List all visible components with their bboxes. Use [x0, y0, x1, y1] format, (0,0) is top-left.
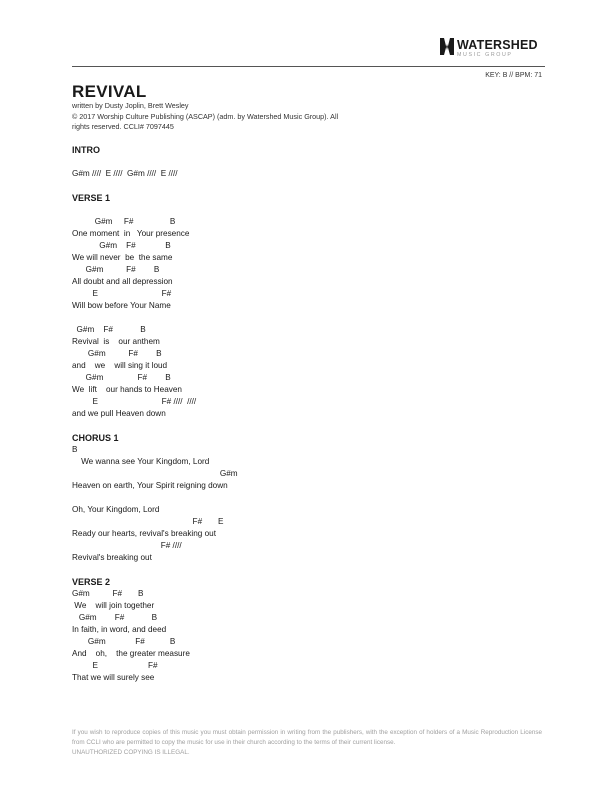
- lyric-line: One moment in Your presence: [72, 229, 190, 238]
- copyright-line-2: rights reserved. CCLI# 7097445: [72, 122, 174, 131]
- chord-line: G#m F# B: [72, 241, 171, 250]
- license-notice: If you wish to reproduce copies of this music you must obtain permission in writing from the publishers, with the exception of holders of a Music Reproduction License from CCLI who are permitted to copy the music for use in their church according to the terms of their current license.: [72, 729, 542, 746]
- writers-line: written by Dusty Joplin, Brett Wesley: [72, 101, 189, 110]
- lyric-line: In faith, in word, and deed: [72, 625, 167, 634]
- chord-line: E F# //// ////: [72, 397, 197, 406]
- chord-line: F# E: [72, 517, 224, 526]
- lyric-line: Revival's breaking out: [72, 553, 152, 562]
- chord-line: E F#: [72, 289, 172, 298]
- chord-sheet: [72, 144, 542, 684]
- chord-line: G#m F# B: [72, 373, 171, 382]
- section-chorus-1: [72, 432, 542, 564]
- lyric-line: And oh, the greater measure: [72, 649, 190, 658]
- chord-line: G#m: [72, 469, 238, 478]
- lyric-line: Will bow before Your Name: [72, 301, 171, 310]
- lyric-line: Revival is our anthem: [72, 337, 160, 346]
- section-intro: [72, 144, 542, 180]
- section-verse-1: [72, 192, 542, 420]
- song-title: REVIVAL: [72, 82, 147, 101]
- lyric-line: Ready our hearts, revival's breaking out: [72, 529, 217, 538]
- chord-line: G#m F# B: [72, 325, 146, 334]
- chord-line: E F#: [72, 661, 158, 670]
- chord-line: G#m F# B: [72, 217, 176, 226]
- chord-line: G#m F# B: [72, 613, 158, 622]
- chord-line: B: [72, 445, 78, 454]
- section-title: CHORUS 1: [72, 433, 119, 443]
- chord-line: G#m F# B: [72, 637, 176, 646]
- section-title: INTRO: [72, 145, 100, 155]
- lyric-line: We lift our hands to Heaven: [72, 385, 182, 394]
- lyric-line: We will never be the same: [72, 253, 173, 262]
- legal-notice: UNAUTHORIZED COPYING IS ILLEGAL.: [72, 749, 190, 756]
- chord-line: G#m //// E //// G#m //// E ////: [72, 169, 178, 178]
- lyric-line: All doubt and all depression: [72, 277, 173, 286]
- key-bpm: KEY: B // BPM: 71: [485, 72, 542, 79]
- lyric-line: and we will sing it loud: [72, 361, 168, 370]
- watershed-logo-icon: [440, 38, 454, 55]
- brand-name: WATERSHED: [457, 38, 538, 52]
- lyric-line: and we pull Heaven down: [72, 409, 166, 418]
- chord-line: G#m F# B: [72, 349, 162, 358]
- header-divider: [72, 66, 545, 67]
- copyright-footer: [72, 728, 542, 758]
- chord-line: G#m F# B: [72, 265, 160, 274]
- chord-line: F# ////: [72, 541, 182, 550]
- lyric-line: Heaven on earth, Your Spirit reigning down: [72, 481, 228, 490]
- copyright-line-1: © 2017 Worship Culture Publishing (ASCAP) (adm. by Watershed Music Group). All: [72, 111, 339, 121]
- section-verse-2: [72, 576, 542, 684]
- song-credits: [72, 101, 372, 133]
- section-title: VERSE 2: [72, 577, 111, 587]
- lyric-line: We will join together: [72, 601, 155, 610]
- lyric-line: We wanna see Your Kingdom, Lord: [72, 457, 210, 466]
- lyric-line: Oh, Your Kingdom, Lord: [72, 505, 160, 514]
- watershed-logo: [440, 38, 552, 62]
- section-title: VERSE 1: [72, 193, 111, 203]
- lyric-line: That we will surely see: [72, 673, 155, 682]
- chord-line: G#m F# B: [72, 589, 144, 598]
- brand-subtitle: MUSIC GROUP: [457, 52, 513, 58]
